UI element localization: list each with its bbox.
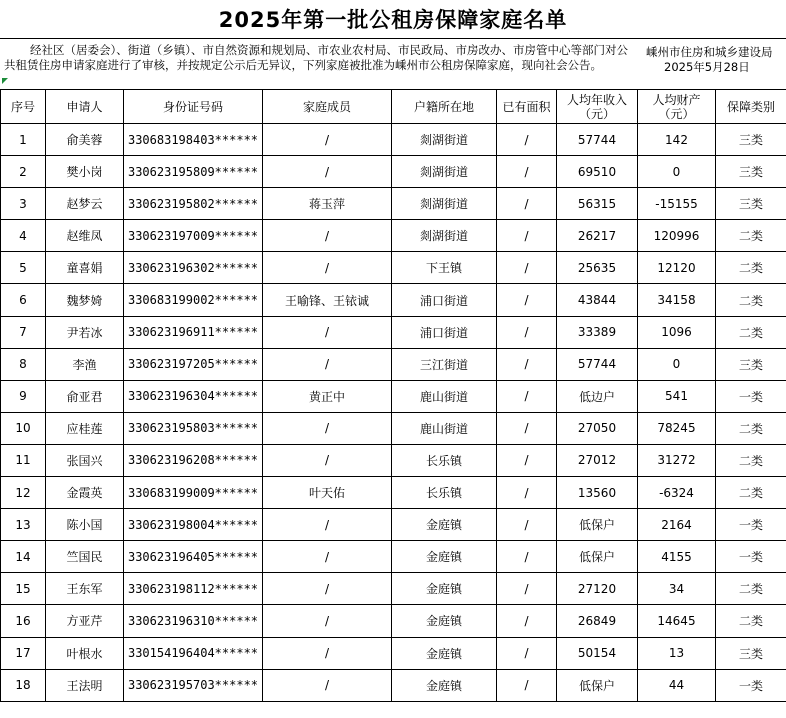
cell-no[interactable]: 8 (1, 348, 46, 380)
cell-residence[interactable]: 浦口街道 (392, 316, 497, 348)
header-id-number[interactable]: 身份证号码 (124, 90, 263, 124)
cell-category[interactable]: 二类 (716, 444, 786, 476)
cell-existing-area[interactable]: / (497, 444, 557, 476)
cell-applicant[interactable]: 王东军 (46, 573, 124, 605)
cell-assets[interactable]: -15155 (638, 188, 716, 220)
cell-residence[interactable]: 鹿山街道 (392, 380, 497, 412)
cell-existing-area[interactable]: / (497, 348, 557, 380)
cell-residence[interactable]: 鹿山街道 (392, 412, 497, 444)
cell-family-members[interactable]: / (263, 605, 392, 637)
cell-family-members[interactable]: 黄正中 (263, 380, 392, 412)
header-applicant[interactable]: 申请人 (46, 90, 124, 124)
cell-no[interactable]: 7 (1, 316, 46, 348)
cell-assets[interactable]: 541 (638, 380, 716, 412)
cell-existing-area[interactable]: / (497, 188, 557, 220)
cell-existing-area[interactable]: / (497, 412, 557, 444)
cell-family-members[interactable]: / (263, 348, 392, 380)
cell-assets[interactable]: 44 (638, 669, 716, 701)
cell-id-number[interactable]: 330683199009****** (124, 477, 263, 509)
cell-family-members[interactable]: / (263, 444, 392, 476)
cell-category[interactable]: 二类 (716, 412, 786, 444)
cell-residence[interactable]: 金庭镇 (392, 573, 497, 605)
table-header-row (1, 90, 786, 124)
cell-assets[interactable]: -6324 (638, 477, 716, 509)
cell-existing-area[interactable]: / (497, 284, 557, 316)
cell-residence[interactable]: 下王镇 (392, 252, 497, 284)
cell-id-number[interactable]: 330623197009****** (124, 220, 263, 252)
cell-assets[interactable]: 1096 (638, 316, 716, 348)
cell-residence[interactable]: 长乐镇 (392, 444, 497, 476)
table-row (1, 220, 786, 252)
cell-income[interactable]: 27050 (557, 412, 638, 444)
cell-id-number[interactable]: 330623196302****** (124, 252, 263, 284)
cell-residence[interactable]: 金庭镇 (392, 637, 497, 669)
cell-no[interactable]: 4 (1, 220, 46, 252)
cell-category[interactable]: 三类 (716, 156, 786, 188)
cell-id-number[interactable]: 330623197205****** (124, 348, 263, 380)
cell-residence[interactable]: 金庭镇 (392, 669, 497, 701)
cell-category[interactable]: 三类 (716, 637, 786, 669)
cell-category[interactable]: 二类 (716, 220, 786, 252)
header-residence[interactable]: 户籍所在地 (392, 90, 497, 124)
cell-residence[interactable]: 剡湖街道 (392, 220, 497, 252)
cell-assets[interactable]: 0 (638, 348, 716, 380)
cell-income[interactable]: 低保户 (557, 541, 638, 573)
notice-date: 2025年5月28日 (664, 60, 750, 74)
cell-applicant[interactable]: 俞亚君 (46, 380, 124, 412)
table-row (1, 541, 786, 573)
cell-applicant[interactable]: 赵梦云 (46, 188, 124, 220)
cell-applicant[interactable]: 魏梦婍 (46, 284, 124, 316)
cell-income[interactable]: 57744 (557, 348, 638, 380)
cell-income[interactable]: 27120 (557, 573, 638, 605)
cell-category[interactable]: 二类 (716, 605, 786, 637)
cell-applicant[interactable]: 张国兴 (46, 444, 124, 476)
cell-no[interactable]: 6 (1, 284, 46, 316)
table-row (1, 477, 786, 509)
cell-no[interactable]: 14 (1, 541, 46, 573)
cell-residence[interactable]: 金庭镇 (392, 541, 497, 573)
cell-applicant[interactable]: 金霞英 (46, 477, 124, 509)
cell-id-number[interactable]: 330683198403****** (124, 124, 263, 156)
cell-residence[interactable]: 剡湖街道 (392, 156, 497, 188)
cell-family-members[interactable]: 蒋玉萍 (263, 188, 392, 220)
cell-residence[interactable]: 金庭镇 (392, 509, 497, 541)
cell-existing-area[interactable]: / (497, 380, 557, 412)
cell-assets[interactable]: 0 (638, 156, 716, 188)
cell-id-number[interactable]: 330683199002****** (124, 284, 263, 316)
cell-existing-area[interactable]: / (497, 477, 557, 509)
document-title[interactable]: 2025年第一批公租房保障家庭名单 (218, 8, 568, 32)
cell-income[interactable]: 33389 (557, 316, 638, 348)
notice-org-name: 嵊州市住房和城乡建设局 (646, 45, 773, 59)
cell-id-number[interactable]: 330623198112****** (124, 573, 263, 605)
table-row (1, 637, 786, 669)
cell-income[interactable]: 27012 (557, 444, 638, 476)
cell-no[interactable]: 2 (1, 156, 46, 188)
cell-category[interactable]: 二类 (716, 284, 786, 316)
cell-no[interactable]: 15 (1, 573, 46, 605)
cell-applicant[interactable]: 王法明 (46, 669, 124, 701)
cell-id-number[interactable]: 330623196304****** (124, 380, 263, 412)
header-existing-area[interactable]: 已有面积 (497, 90, 557, 124)
cell-no[interactable]: 10 (1, 412, 46, 444)
cell-family-members[interactable]: 王喻锋、王铱诚 (263, 284, 392, 316)
cell-no[interactable]: 9 (1, 380, 46, 412)
cell-existing-area[interactable]: / (497, 669, 557, 701)
cell-id-number[interactable]: 330623195802****** (124, 188, 263, 220)
cell-income[interactable]: 13560 (557, 477, 638, 509)
cell-applicant[interactable]: 俞美蓉 (46, 124, 124, 156)
cell-residence[interactable]: 剡湖街道 (392, 188, 497, 220)
cell-income[interactable]: 25635 (557, 252, 638, 284)
cell-family-members[interactable]: / (263, 252, 392, 284)
cell-income[interactable]: 低保户 (557, 669, 638, 701)
cell-applicant[interactable]: 应桂莲 (46, 412, 124, 444)
table-row (1, 509, 786, 541)
cell-existing-area[interactable]: / (497, 637, 557, 669)
table-row (1, 252, 786, 284)
cell-category[interactable]: 一类 (716, 509, 786, 541)
cell-comment-marker-icon (2, 78, 8, 84)
cell-existing-area[interactable]: / (497, 252, 557, 284)
cell-existing-area[interactable]: / (497, 220, 557, 252)
cell-id-number[interactable]: 330154196404****** (124, 637, 263, 669)
cell-assets[interactable]: 4155 (638, 541, 716, 573)
cell-category[interactable]: 三类 (716, 348, 786, 380)
cell-residence[interactable]: 长乐镇 (392, 477, 497, 509)
cell-no[interactable]: 5 (1, 252, 46, 284)
cell-category[interactable]: 二类 (716, 252, 786, 284)
cell-residence[interactable]: 剡湖街道 (392, 124, 497, 156)
cell-category[interactable]: 二类 (716, 573, 786, 605)
cell-existing-area[interactable]: / (497, 605, 557, 637)
cell-assets[interactable]: 120996 (638, 220, 716, 252)
cell-assets[interactable]: 142 (638, 124, 716, 156)
table-row (1, 380, 786, 412)
cell-category[interactable]: 一类 (716, 669, 786, 701)
cell-income[interactable]: 50154 (557, 637, 638, 669)
cell-income[interactable]: 低边户 (557, 380, 638, 412)
table-row (1, 124, 786, 156)
cell-assets[interactable]: 12120 (638, 252, 716, 284)
cell-applicant[interactable]: 李渔 (46, 348, 124, 380)
cell-residence[interactable]: 金庭镇 (392, 605, 497, 637)
cell-category[interactable]: 一类 (716, 541, 786, 573)
table-row (1, 188, 786, 220)
cell-residence[interactable]: 三江街道 (392, 348, 497, 380)
cell-assets[interactable]: 14645 (638, 605, 716, 637)
cell-existing-area[interactable]: / (497, 156, 557, 188)
cell-income[interactable]: 26849 (557, 605, 638, 637)
cell-category[interactable]: 二类 (716, 316, 786, 348)
notice-row (0, 38, 786, 90)
cell-income[interactable]: 低保户 (557, 509, 638, 541)
cell-family-members[interactable]: / (263, 124, 392, 156)
table-row (1, 284, 786, 316)
cell-no[interactable]: 3 (1, 188, 46, 220)
household-table (0, 89, 786, 702)
table-row (1, 348, 786, 380)
cell-income[interactable]: 43844 (557, 284, 638, 316)
header-income[interactable]: 人均年收入（元） (557, 90, 638, 124)
cell-family-members[interactable]: / (263, 573, 392, 605)
cell-assets[interactable]: 78245 (638, 412, 716, 444)
cell-family-members[interactable]: / (263, 156, 392, 188)
cell-id-number[interactable]: 330623196405****** (124, 541, 263, 573)
cell-applicant[interactable]: 童喜娟 (46, 252, 124, 284)
cell-existing-area[interactable]: / (497, 541, 557, 573)
header-family-members[interactable]: 家庭成员 (263, 90, 392, 124)
cell-id-number[interactable]: 330623198004****** (124, 509, 263, 541)
cell-category[interactable]: 三类 (716, 188, 786, 220)
cell-income[interactable]: 57744 (557, 124, 638, 156)
cell-assets[interactable]: 13 (638, 637, 716, 669)
cell-income[interactable]: 56315 (557, 188, 638, 220)
cell-family-members[interactable]: / (263, 669, 392, 701)
cell-family-members[interactable]: / (263, 412, 392, 444)
cell-existing-area[interactable]: / (497, 124, 557, 156)
table-row (1, 316, 786, 348)
cell-income[interactable]: 69510 (557, 156, 638, 188)
cell-existing-area[interactable]: / (497, 316, 557, 348)
cell-id-number[interactable]: 330623195703****** (124, 669, 263, 701)
cell-category[interactable]: 一类 (716, 380, 786, 412)
cell-id-number[interactable]: 330623196310****** (124, 605, 263, 637)
cell-no[interactable]: 16 (1, 605, 46, 637)
notice-signature[interactable] (646, 45, 784, 75)
cell-existing-area[interactable]: / (497, 573, 557, 605)
notice-text[interactable]: 经社区（居委会）、街道（乡镇）、市自然资源和规划局、市农业农村局、市民政局、市房改办、市房管中心等部门对公共租赁住房申请家庭进行了审核，并按规定公示后无异议，下列家庭被批准为嵊州市公租房保障家庭，现向社会公告。 (4, 43, 628, 72)
cell-applicant[interactable]: 樊小岗 (46, 156, 124, 188)
cell-assets[interactable]: 31272 (638, 444, 716, 476)
table-row (1, 573, 786, 605)
cell-assets[interactable]: 2164 (638, 509, 716, 541)
cell-assets[interactable]: 34158 (638, 284, 716, 316)
cell-family-members[interactable]: 叶天佑 (263, 477, 392, 509)
cell-no[interactable]: 17 (1, 637, 46, 669)
cell-residence[interactable]: 浦口街道 (392, 284, 497, 316)
cell-family-members[interactable]: / (263, 509, 392, 541)
cell-category[interactable]: 二类 (716, 477, 786, 509)
cell-no[interactable]: 12 (1, 477, 46, 509)
cell-assets[interactable]: 34 (638, 573, 716, 605)
cell-no[interactable]: 1 (1, 124, 46, 156)
cell-applicant[interactable]: 赵维凤 (46, 220, 124, 252)
table-row (1, 444, 786, 476)
cell-family-members[interactable]: / (263, 637, 392, 669)
table-body (1, 124, 786, 702)
cell-applicant[interactable]: 方亚芹 (46, 605, 124, 637)
table-row (1, 669, 786, 701)
cell-no[interactable]: 13 (1, 509, 46, 541)
cell-id-number[interactable]: 330623196208****** (124, 444, 263, 476)
cell-applicant[interactable]: 叶根水 (46, 637, 124, 669)
cell-applicant[interactable]: 尹若冰 (46, 316, 124, 348)
cell-id-number[interactable]: 330623195803****** (124, 412, 263, 444)
cell-existing-area[interactable]: / (497, 509, 557, 541)
table-row (1, 605, 786, 637)
header-category[interactable]: 保障类别 (716, 90, 786, 124)
cell-applicant[interactable]: 陈小国 (46, 509, 124, 541)
cell-category[interactable]: 三类 (716, 124, 786, 156)
cell-income[interactable]: 26217 (557, 220, 638, 252)
header-assets[interactable]: 人均财产（元） (638, 90, 716, 124)
cell-family-members[interactable]: / (263, 316, 392, 348)
table-row (1, 412, 786, 444)
cell-family-members[interactable]: / (263, 220, 392, 252)
cell-id-number[interactable]: 330623196911****** (124, 316, 263, 348)
cell-no[interactable]: 11 (1, 444, 46, 476)
cell-no[interactable]: 18 (1, 669, 46, 701)
table-row (1, 156, 786, 188)
cell-id-number[interactable]: 330623195809****** (124, 156, 263, 188)
cell-applicant[interactable]: 竺国民 (46, 541, 124, 573)
cell-family-members[interactable]: / (263, 541, 392, 573)
header-no[interactable]: 序号 (1, 90, 46, 124)
